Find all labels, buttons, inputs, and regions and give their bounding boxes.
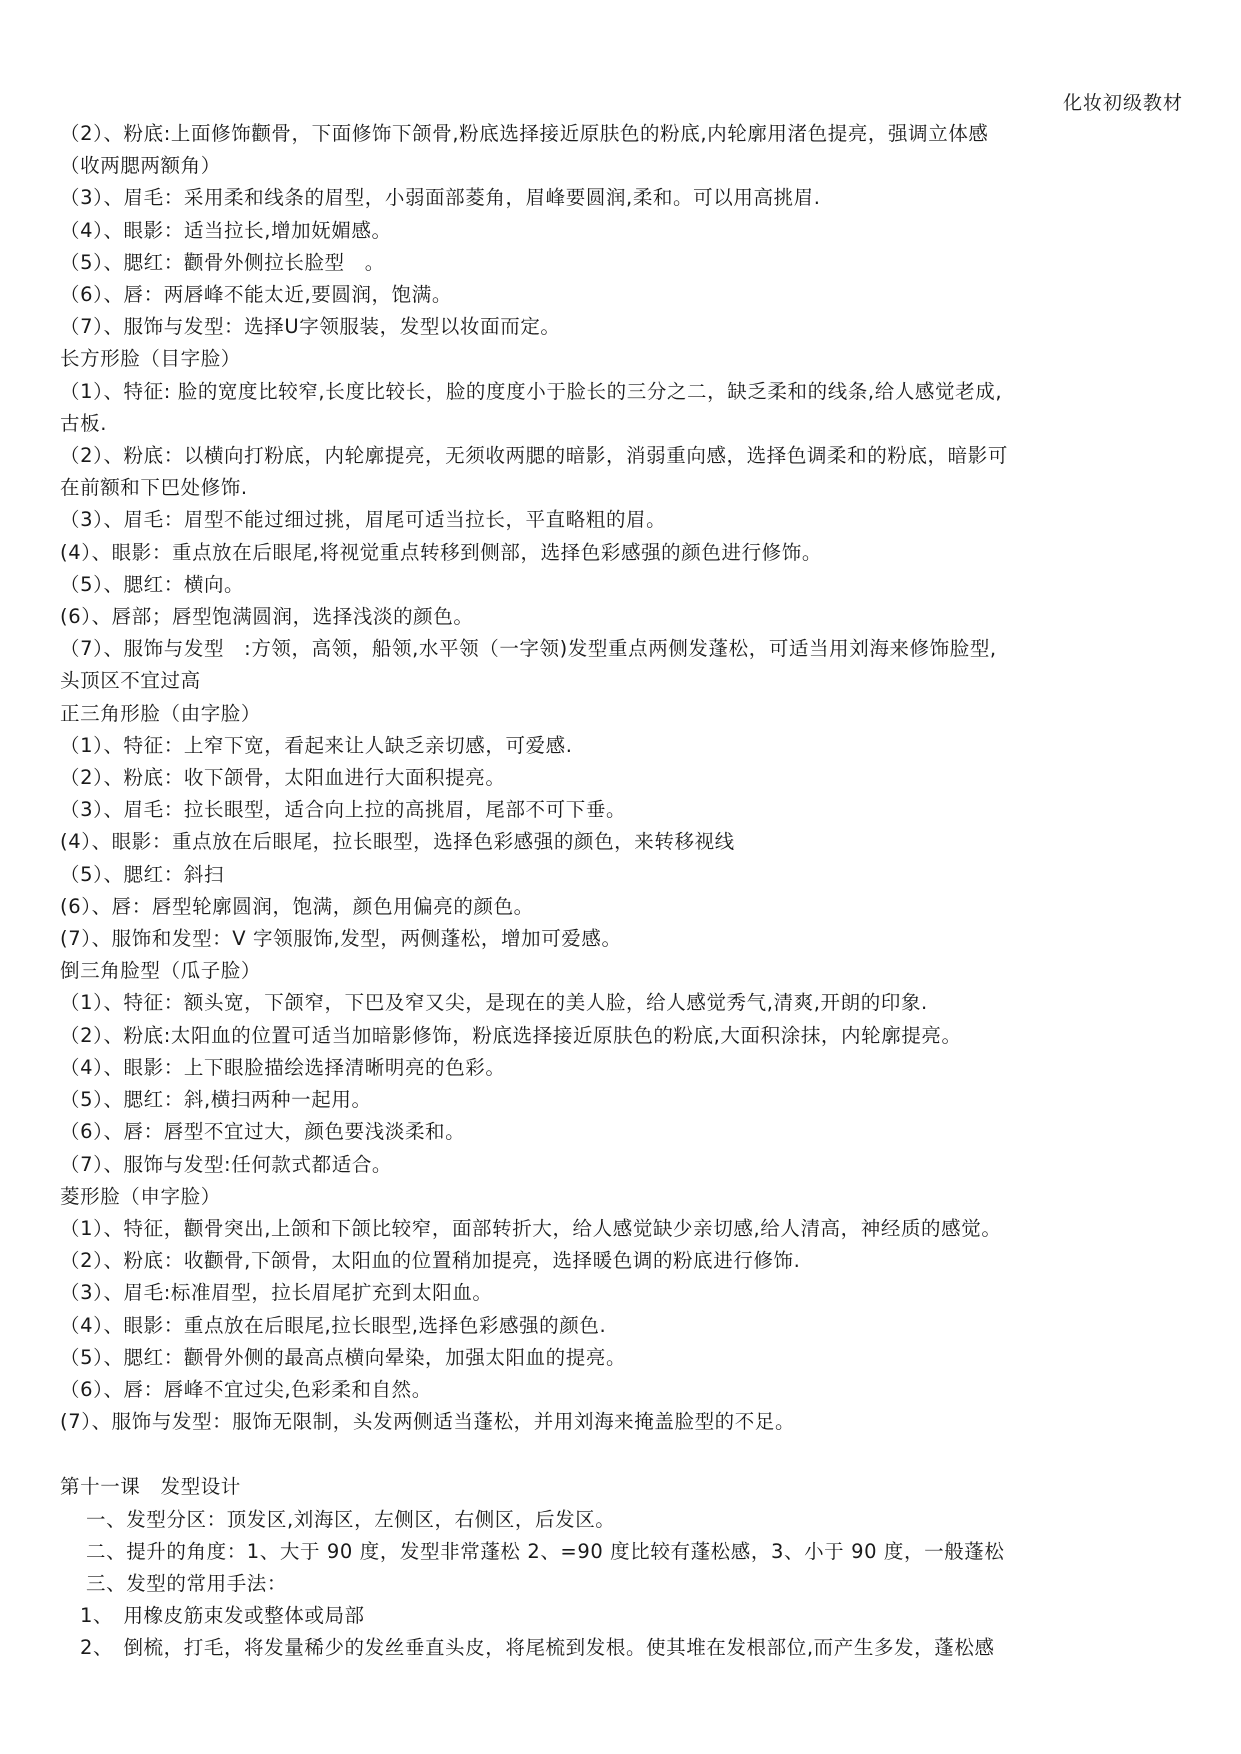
text-line: 在前额和下巴处修饰. — [60, 476, 248, 500]
text-line: （5）、腮红：斜扫 — [60, 862, 225, 886]
text-line: （7）、服饰与发型:任何款式都适合。 — [60, 1152, 393, 1176]
text-line: 一、发型分区：顶发区,刘海区，左侧区，右侧区，后发区。 — [86, 1507, 616, 1531]
text-line: （3）、眉毛：眉型不能过细过挑，眉尾可适当拉长，平直略粗的眉。 — [60, 508, 667, 532]
text-line: （2）、粉底：收下颌骨，太阳血进行大面积提亮。 — [60, 766, 506, 790]
section-heading: 正三角形脸（由字脸） — [60, 701, 262, 725]
text-line: 古板. — [60, 411, 107, 435]
text-line: (6）、唇：唇型轮廓圆润，饱满，颜色用偏亮的颜色。 — [60, 894, 534, 918]
text-line: （5）、腮红：横向。 — [60, 572, 245, 596]
text-line: （4）、眼影：上下眼脸描绘选择清晰明亮的色彩。 — [60, 1055, 506, 1079]
page-header-title: 化妆初级教材 — [1062, 92, 1183, 114]
text-line: （1）、特征: 脸的宽度比较窄,长度比较长，脸的度度小于脸长的三分之二，缺乏柔和的线条,给人感觉老成, — [60, 379, 1003, 403]
text-line: （2）、粉底:上面修饰颧骨，下面修饰下颌骨,粉底选择接近原肤色的粉底,内轮廓用渚色提亮，强调立体感 — [60, 122, 989, 145]
text-line: (4）、眼影：重点放在后眼尾,将视觉重点转移到侧部，选择色彩感强的颜色进行修饰。 — [60, 540, 822, 564]
text-line: （1）、特征：上窄下宽，看起来让人缺乏亲切感，可爱感. — [60, 733, 573, 757]
text-line: （6）、唇：两唇峰不能太近,要圆润，饱满。 — [60, 283, 452, 307]
document-body — [60, 118, 1190, 1665]
text-line: 二、提升的角度：1、大于 90 度，发型非常蓬松 2、=90 度比较有蓬松感，3、小于 90 度，一般蓬松 — [86, 1539, 1005, 1563]
text-line: (6）、唇部；唇型饱满圆润，选择浅淡的颜色。 — [60, 605, 474, 629]
text-line: （1）、特征，颧骨突出,上颌和下颌比较窄，面部转折大，给人感觉缺少亲切感,给人清高，神经质的感觉。 — [60, 1216, 1002, 1240]
text-line: （2）、粉底:太阳血的位置可适当加暗影修饰，粉底选择接近原肤色的粉底,大面积涂抹，内轮廓提亮。 — [60, 1023, 962, 1047]
text-line: （6）、唇：唇型不宜过大，颜色要浅淡柔和。 — [60, 1120, 466, 1144]
spacer — [60, 1438, 1190, 1471]
text-line: （2）、粉底：以横向打粉底，内轮廓提亮，无须收两腮的暗影，消弱重向感，选择色调柔和的粉底，暗影可 — [60, 444, 1008, 468]
text-line: （5）、腮红：颧骨外侧的最高点横向晕染，加强太阳血的提亮。 — [60, 1345, 627, 1369]
text-line: （7）、服饰与发型 :方领，高领，船领,水平领（一字领)发型重点两侧发蓬松，可适当用刘海来修饰脸型, — [60, 637, 997, 661]
text-line: （6）、唇：唇峰不宜过尖,色彩柔和自然。 — [60, 1377, 432, 1401]
text-line: (4）、眼影：重点放在后眼尾，拉长眼型，选择色彩感强的颜色，来转移视线 — [60, 830, 735, 854]
list-item: 1、 用橡皮筋束发或整体或局部 — [80, 1604, 365, 1628]
text-line: 三、发型的常用手法： — [86, 1571, 288, 1595]
text-line: （5）、腮红：斜,横扫两种一起用。 — [60, 1088, 372, 1112]
lesson-title: 第十一课 发型设计 — [60, 1475, 241, 1499]
list-item: 2、 倒梳，打毛，将发量稀少的发丝垂直头皮，将尾梳到发根。使其堆在发根部位,而产生多发，蓬松感 — [80, 1636, 995, 1660]
text-line: (7）、服饰与发型：服饰无限制，头发两侧适当蓬松，并用刘海来掩盖脸型的不足。 — [60, 1410, 796, 1434]
text-line: （2）、粉底：收颧骨,下颌骨，太阳血的位置稍加提亮，选择暖色调的粉底进行修饰. — [60, 1249, 801, 1273]
text-line: （1）、特征：额头宽，下颌窄，下巴及窄又尖，是现在的美人脸，给人感觉秀气,清爽,开朗的印象. — [60, 991, 928, 1015]
section-heading: 菱形脸（申字脸） — [60, 1184, 221, 1208]
text-line: （3）、眉毛:标准眉型，拉长眉尾扩充到太阳血。 — [60, 1281, 493, 1305]
text-line: （3）、眉毛：采用柔和线条的眉型，小弱面部菱角，眉峰要圆润,柔和。可以用高挑眉. — [60, 186, 821, 210]
text-line: （5）、腮红：颧骨外侧拉长脸型 。 — [60, 250, 385, 274]
text-line: 头顶区不宜过高 — [60, 669, 201, 693]
section-heading: 倒三角脸型（瓜子脸） — [60, 959, 262, 983]
text-line: (7）、服饰和发型：V 字领服饰,发型，两侧蓬松，增加可爱感。 — [60, 927, 622, 951]
text-line: （收两腮两额角） — [60, 154, 221, 178]
text-line: （4）、眼影：适当拉长,增加妩媚感。 — [60, 218, 392, 242]
text-line: （3）、眉毛：拉长眼型，适合向上拉的高挑眉，尾部不可下垂。 — [60, 798, 627, 822]
text-line: （4）、眼影：重点放在后眼尾,拉长眼型,选择色彩感强的颜色. — [60, 1313, 607, 1337]
section-heading: 长方形脸（目字脸） — [60, 347, 241, 371]
text-line: （7）、服饰与发型：选择U字领服装，发型以妆面而定。 — [60, 315, 561, 339]
